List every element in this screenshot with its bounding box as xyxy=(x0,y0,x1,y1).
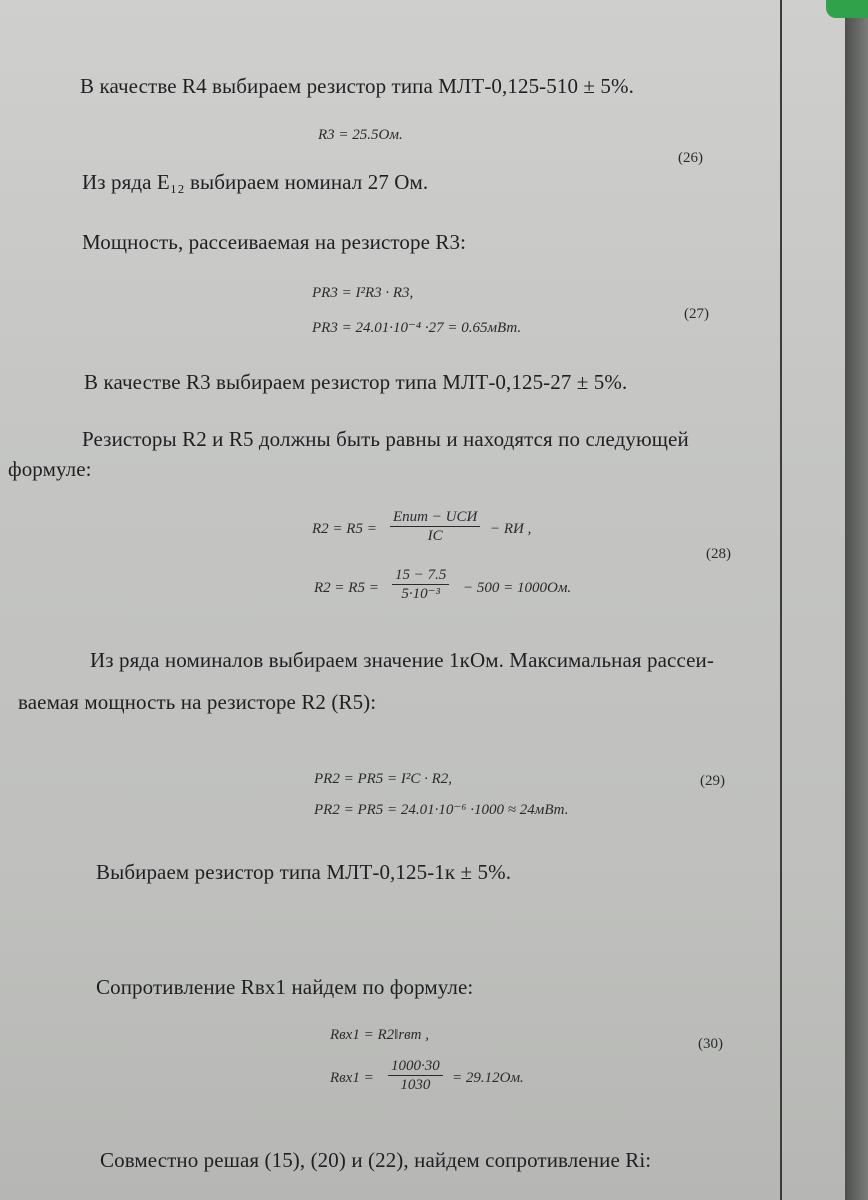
fraction-denominator: 5·10⁻³ xyxy=(401,586,441,602)
fraction-numerator: 1000·30 xyxy=(388,1057,443,1076)
equation-28a-tail: − RИ , xyxy=(490,521,532,537)
equation-30b-fraction xyxy=(388,1057,443,1094)
text-line: В качестве R3 выбираем резистор типа МЛТ-0,125-27 ± 5%. xyxy=(84,370,628,394)
text-line: Совместно решая (15), (20) и (22), найдем сопротивление Ri: xyxy=(100,1148,652,1172)
equation-number-28: (28) xyxy=(706,546,731,562)
text-line: Мощность, рассеиваемая на резисторе R3: xyxy=(82,230,467,254)
equation-27a: PR3 = I²R3 · R3, xyxy=(312,285,414,301)
equation-number-29: (29) xyxy=(700,773,725,789)
text-line: Сопротивление Rвх1 найдем по формуле: xyxy=(96,975,474,999)
equation-30b-tail: = 29.12Ом. xyxy=(452,1070,524,1086)
equation-30a: Rвх1 = R2‖rвт , xyxy=(330,1027,430,1043)
text-line: формуле: xyxy=(8,457,92,481)
equation-28a-fraction xyxy=(390,508,480,545)
equation-26: R3 = 25.5Ом. xyxy=(318,127,403,143)
text-line: ваемая мощность на резисторе R2 (R5): xyxy=(18,690,377,714)
equation-28b-lhs: R2 = R5 = xyxy=(314,580,379,596)
equation-number-27: (27) xyxy=(684,306,709,322)
equation-30b-lhs: Rвх1 = xyxy=(330,1070,374,1086)
text-line: Резисторы R2 и R5 должны быть равны и находятся по следующей xyxy=(82,427,689,451)
equation-28b-fraction xyxy=(392,566,449,603)
background-edge xyxy=(845,0,868,1200)
green-object xyxy=(826,0,868,18)
fraction-denominator: 1030 xyxy=(400,1077,431,1093)
fraction-numerator: Eпит − UСИ xyxy=(390,508,480,527)
equation-number-30: (30) xyxy=(698,1036,723,1052)
equation-27b: PR3 = 24.01·10⁻⁴ ·27 = 0.65мВт. xyxy=(312,320,522,336)
text-line: Выбираем резистор типа МЛТ-0,125-1к ± 5%. xyxy=(96,860,512,884)
fraction-numerator: 15 − 7.5 xyxy=(392,566,449,585)
equation-28b-tail: − 500 = 1000Ом. xyxy=(463,580,572,596)
equation-29b: PR2 = PR5 = 24.01·10⁻⁶ ·1000 ≈ 24мВт. xyxy=(314,802,569,818)
text-line: Из ряда номиналов выбираем значение 1кОм. Максимальная рассеи- xyxy=(90,648,714,672)
equation-number-26: (26) xyxy=(678,150,703,166)
text-line: В качестве R4 выбираем резистор типа МЛТ-0,125-510 ± 5%. xyxy=(80,74,634,98)
fraction-denominator: IC xyxy=(427,528,443,544)
equation-28a-lhs: R2 = R5 = xyxy=(312,521,377,537)
equation-29a: PR2 = PR5 = I²C · R2, xyxy=(314,771,453,787)
text-line: Из ряда E₁₂ выбираем номинал 27 Ом. xyxy=(82,170,429,194)
